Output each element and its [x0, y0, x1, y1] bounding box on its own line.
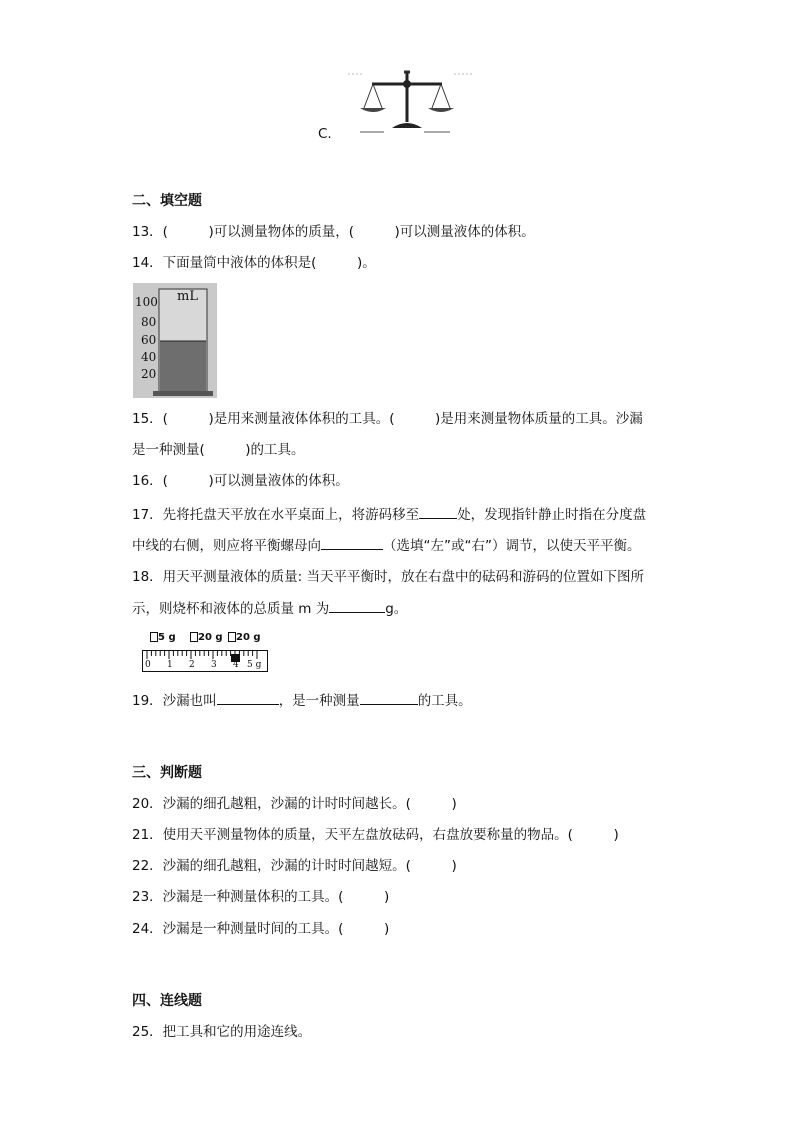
q18-text-a: 示，则烧杯和液体的总质量 m 为 — [132, 601, 330, 617]
section-heading-fill-blank: 二、填空题 — [132, 193, 202, 209]
cylinder-tick-80: 80 — [141, 315, 157, 329]
scale-num-5g: 5 g — [247, 660, 262, 670]
q17-text-a: 17．先将托盘天平放在水平桌面上，将游码移至 — [132, 507, 420, 523]
cylinder-tick-20: 20 — [141, 367, 157, 381]
question-18-line-2 — [132, 598, 407, 619]
scale-num-2: 2 — [189, 660, 195, 670]
weight-5g: 5 g — [150, 632, 176, 643]
q17-text-d: （选填“左”或“右”）调节，以使天平平衡。 — [383, 538, 641, 554]
question-20: 20．沙漏的细孔越粗，沙漏的计时时间越长。( ) — [132, 796, 457, 812]
q17-blank-1[interactable] — [419, 504, 457, 519]
q19-blank-1[interactable] — [217, 690, 279, 705]
rider-scale — [142, 650, 268, 672]
question-23: 23．沙漏是一种测量体积的工具。( ) — [132, 889, 390, 905]
scale-num-1: 1 — [167, 660, 173, 670]
scale-num-3: 3 — [211, 660, 217, 670]
q18-blank[interactable] — [329, 598, 385, 613]
weight-icon — [150, 632, 158, 642]
q19-text-b: ，是一种测量 — [278, 693, 360, 709]
cylinder-tick-100: 100 — [135, 295, 158, 309]
question-14: 14．下面量筒中液体的体积是( )。 — [132, 255, 376, 271]
question-21: 21．使用天平测量物体的质量，天平左盘放砝码，右盘放要称量的物品。( ) — [132, 827, 619, 843]
section-heading-matching: 四、连线题 — [132, 993, 202, 1009]
weight-20g-b: 20 g — [228, 632, 261, 643]
weight-icon — [228, 632, 236, 642]
q19-text-a: 19．沙漏也叫 — [132, 693, 217, 709]
question-25: 25．把工具和它的用途连线。 — [132, 1024, 312, 1040]
question-19 — [132, 690, 472, 711]
scale-num-0: 0 — [145, 660, 151, 670]
weight-icon — [190, 632, 198, 642]
question-16: 16．( )可以测量液体的体积。 — [132, 473, 349, 489]
q19-blank-2[interactable] — [360, 690, 418, 705]
liquid-column — [160, 341, 206, 392]
option-c-label: C. — [318, 126, 332, 142]
q18-text-b: g。 — [385, 601, 408, 617]
cylinder-unit-label: mL — [177, 289, 198, 304]
cylinder-tick-60: 60 — [141, 333, 157, 347]
q19-text-c: 的工具。 — [417, 693, 472, 709]
question-13: 13．( )可以测量物体的质量，( )可以测量液体的体积。 — [132, 224, 535, 240]
q17-blank-2[interactable] — [321, 535, 383, 550]
cylinder-tick-40: 40 — [141, 350, 157, 364]
graduated-cylinder-image — [133, 283, 217, 398]
question-24: 24．沙漏是一种测量时间的工具。( ) — [132, 921, 390, 937]
q17-text-b: 处，发现指针静止时指在分度盘 — [457, 507, 647, 523]
section-heading-judge: 三、判断题 — [132, 765, 202, 781]
question-15-line-1: 15．( )是用来测量液体体积的工具。( )是用来测量物体质量的工具。沙漏 — [132, 411, 643, 427]
question-15-line-2: 是一种测量( )的工具。 — [132, 442, 305, 458]
weight-20g-a: 20 g — [190, 632, 223, 643]
weights-and-scale-image — [142, 630, 270, 676]
question-17-line-1 — [132, 504, 646, 525]
question-18-line-1: 18．用天平测量液体的质量: 当天平平衡时，放在右盘中的砝码和游码的位置如下图所 — [132, 569, 645, 585]
balance-scale-image — [342, 64, 478, 140]
question-22: 22．沙漏的细孔越粗，沙漏的计时时间越短。( ) — [132, 858, 457, 874]
q17-text-c: 中线的右侧，则应将平衡螺母向 — [132, 538, 321, 554]
scale-num-4: 4 — [233, 660, 239, 670]
question-17-line-2 — [132, 535, 640, 556]
